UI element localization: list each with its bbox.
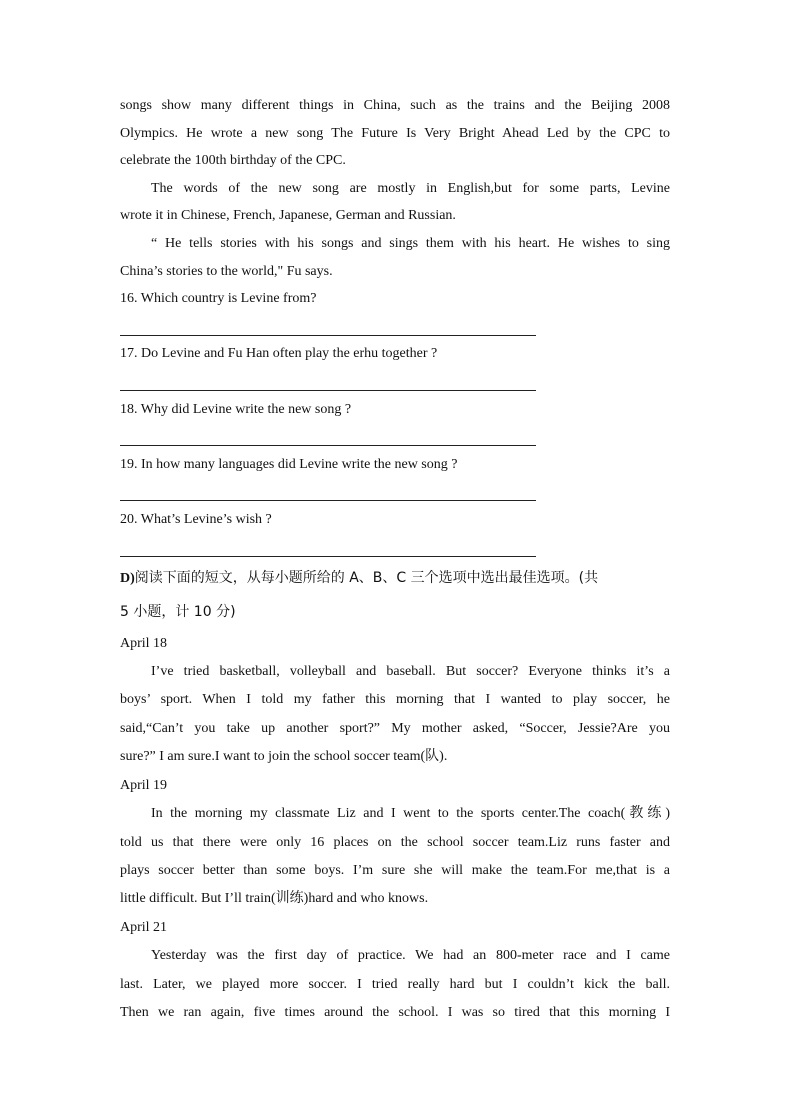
question-list: [120, 285, 670, 561]
diary-entry-april-18: [120, 629, 670, 771]
section-d-instruction-text: 阅读下面的短文，从每小题所给的 A、B、C 三个选项中选出最佳选项。(共: [134, 570, 599, 587]
answer-rule: [120, 390, 536, 391]
question-19: 19. In how many languages did Levine write the new song ?: [120, 456, 458, 472]
answer-line-20[interactable]: [120, 534, 670, 562]
text-line: Olympics. He wrote a new song The Future Is Very Bright Ahead Led by the CPC to: [120, 125, 670, 141]
diary-entry-april-21: [120, 913, 670, 1027]
answer-line-19[interactable]: [120, 478, 670, 506]
text-line: plays soccer better than some boys. I’m sure she will make the team.For me,that is a: [120, 862, 670, 878]
answer-line-18[interactable]: [120, 423, 670, 451]
answer-line-17[interactable]: [120, 368, 670, 396]
passage-c-paragraph-2: [120, 175, 670, 230]
section-d-instruction-line-2: 5 小题，计 10 分): [120, 604, 236, 621]
text-line: said,“Can’t you take up another sport?” My mother asked, “Soccer, Jessie?Are you: [120, 720, 670, 736]
text-line: “ He tells stories with his songs and sings them with his heart. He wishes to sing: [151, 235, 670, 251]
section-d-label: D): [120, 571, 135, 587]
text-line: last. Later, we played more soccer. I tried really hard but I couldn’t kick the ball.: [120, 976, 670, 992]
answer-rule: [120, 335, 536, 336]
diary-entry-april-19: [120, 771, 670, 913]
text-line: little difficult. But I’ll train(训练)hard and who knows.: [120, 891, 429, 907]
text-line: Yesterday was the first day of practice. We had an 800-meter race and I came: [151, 948, 670, 964]
diary-date: April 19: [120, 778, 168, 794]
question-18: 18. Why did Levine write the new song ?: [120, 401, 352, 417]
text-line: wrote it in Chinese, French, Japanese, German and Russian.: [120, 208, 456, 224]
text-line: In the morning my classmate Liz and I went to the sports center.The coach(教练): [151, 806, 670, 822]
text-line: sure?” I am sure.I want to join the school soccer team(队).: [120, 748, 448, 764]
text-line: celebrate the 100th birthday of the CPC.: [120, 153, 346, 169]
answer-rule: [120, 500, 536, 501]
section-d-instruction-line-1: [120, 561, 670, 595]
answer-rule: [120, 556, 536, 557]
passage-c-paragraph-3: [120, 230, 670, 285]
question-16: 16. Which country is Levine from?: [120, 291, 317, 307]
diary-date: April 21: [120, 920, 168, 936]
answer-line-16[interactable]: [120, 313, 670, 341]
text-line: I’ve tried basketball, volleyball and baseball. But soccer? Everyone thinks it’s a: [151, 664, 670, 680]
question-20: 20. What’s Levine’s wish ?: [120, 511, 272, 527]
text-line: told us that there were only 16 places on the school soccer team.Liz runs faster and: [120, 834, 670, 850]
question-17: 17. Do Levine and Fu Han often play the erhu together ?: [120, 346, 438, 362]
answer-rule: [120, 445, 536, 446]
section-d-heading: [120, 561, 670, 629]
diary-date: April 18: [120, 636, 168, 652]
text-line: boys’ sport. When I told my father this morning that I wanted to play soccer, he: [120, 692, 670, 708]
document-page: [120, 92, 670, 1027]
text-line: songs show many different things in China, such as the trains and the Beijing 2008: [120, 98, 670, 113]
text-line: Then we ran again, five times around the school. I was so tired that this morning I: [120, 1005, 670, 1021]
text-line: The words of the new song are mostly in English,but for some parts, Levine: [151, 180, 670, 196]
passage-c-paragraph-1: [120, 92, 670, 175]
text-line: China’s stories to the world," Fu says.: [120, 263, 333, 279]
